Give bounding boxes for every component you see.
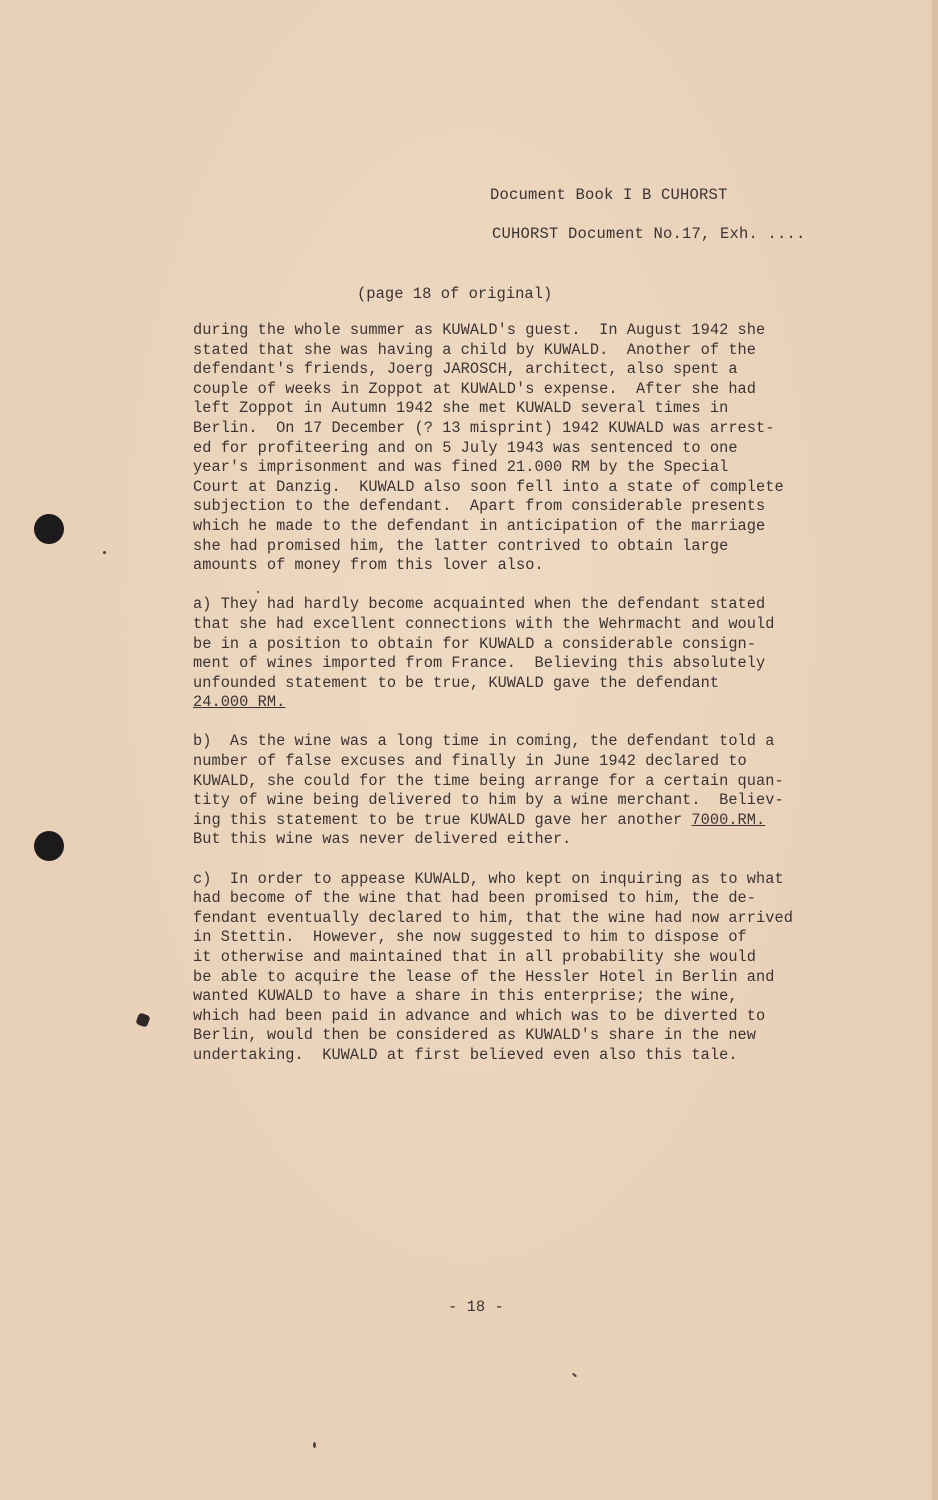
text-line: defendant's friends, Joerg JAROSCH, architect, also spent a xyxy=(193,360,738,379)
text-line: that she had excellent connections with the Wehrmacht and would xyxy=(193,614,775,633)
text-line: couple of weeks in Zoppot at KUWALD's expense. After she had xyxy=(193,379,757,398)
text-line: unfounded statement to be true, KUWALD gave the defendant xyxy=(193,673,720,692)
text-line: it otherwise and maintained that in all probability she would xyxy=(193,948,757,966)
punch-hole-bottom xyxy=(34,831,64,861)
text-line: tity of wine being delivered to him by a wine merchant. Believ- xyxy=(193,791,784,810)
text-line: stated that she was having a child by KUWALD. Another of the xyxy=(193,340,757,359)
text-line: Court at Danzig. KUWALD also soon fell into a state of complete xyxy=(193,477,784,496)
document-body xyxy=(193,321,843,1085)
text-line: amounts of money from this lover also. xyxy=(193,556,544,575)
punch-hole-top xyxy=(34,514,64,544)
text-line: c) In order to appease KUWALD, who kept on inquiring as to what xyxy=(193,869,784,888)
text-line: fendant eventually declared to him, that the wine had now arrived xyxy=(193,908,793,927)
text-line: But this wine was never delivered either. xyxy=(193,830,572,849)
text-line: wanted KUWALD to have a share in this enterprise; the wine, xyxy=(193,987,738,1006)
text-line: a) They had hardly become acquainted when the defendant stated xyxy=(193,595,766,614)
ink-speck xyxy=(313,1442,316,1448)
text-line: she had promised him, the latter contrived to obtain large xyxy=(193,536,729,555)
ink-speck xyxy=(572,1373,577,1378)
paragraph-b xyxy=(193,732,843,850)
ink-blot xyxy=(135,1012,150,1027)
text-fragment: ing this statement to be true KUWALD gave her another xyxy=(193,810,692,829)
underlined-amount: 24.000 RM. xyxy=(193,693,286,712)
text-line: in Stettin. However, she now suggested to him to dispose of xyxy=(193,928,747,947)
text-line: which had been paid in advance and which was to be diverted to xyxy=(193,1006,766,1025)
amount-line xyxy=(193,811,843,831)
paragraph-c xyxy=(193,870,843,1066)
paragraph-intro xyxy=(193,321,843,576)
text-line: during the whole summer as KUWALD's guest. In August 1942 she xyxy=(193,321,766,339)
text-line: which he made to the defendant in anticipation of the marriage xyxy=(193,516,766,535)
paragraph-a xyxy=(193,595,843,713)
text-line: KUWALD, she could for the time being arrange for a certain quan- xyxy=(193,771,784,790)
text-line: had become of the wine that had been promised to him, the de- xyxy=(193,889,757,908)
text-line: number of false excuses and finally in June 1942 declared to xyxy=(193,752,747,771)
text-line: Berlin, would then be considered as KUWALD's share in the new xyxy=(193,1026,757,1045)
text-line: be in a position to obtain for KUWALD a considerable consign- xyxy=(193,634,757,653)
amount-line xyxy=(193,693,843,713)
page-reference: (page 18 of original) xyxy=(357,285,553,303)
text-line: b) As the wine was a long time in coming, the defendant told a xyxy=(193,732,775,751)
document-book-line: Document Book I B CUHORST xyxy=(490,186,728,204)
text-line: left Zoppot in Autumn 1942 she met KUWALD several times in xyxy=(193,399,729,418)
page-edge xyxy=(932,0,938,1500)
page-number: - 18 - xyxy=(448,1298,504,1316)
text-line: year's imprisonment and was fined 21.000 RM by the Special xyxy=(193,458,729,477)
document-number-line: CUHORST Document No.17, Exh. .... xyxy=(492,225,806,243)
ink-speck xyxy=(103,551,106,554)
text-line: ed for profiteering and on 5 July 1943 was sentenced to one xyxy=(193,438,738,457)
underlined-amount: 7000.RM. xyxy=(691,810,766,829)
text-line: undertaking. KUWALD at first believed even also this tale. xyxy=(193,1045,738,1064)
text-line: subjection to the defendant. Apart from considerable presents xyxy=(193,497,766,516)
text-line: ment of wines imported from France. Believing this absolutely xyxy=(193,654,766,673)
text-line: Berlin. On 17 December (? 13 misprint) 1942 KUWALD was arrest- xyxy=(193,418,775,437)
text-line: be able to acquire the lease of the Hessler Hotel in Berlin and xyxy=(193,967,775,986)
